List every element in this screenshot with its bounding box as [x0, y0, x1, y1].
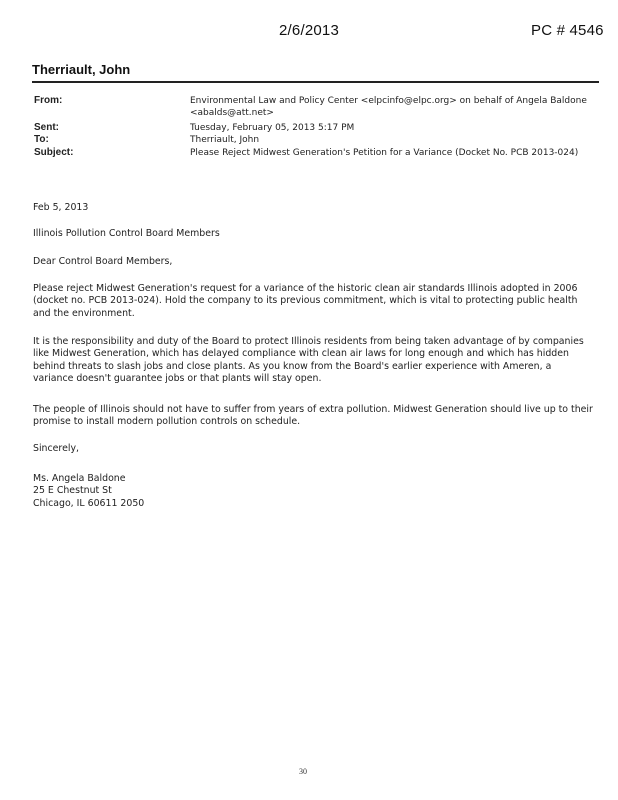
subject-label: Subject: — [34, 147, 74, 158]
letter-paragraph-1: Please reject Midwest Generation's request for a variance of the historic clean air standards Illinois adopted in 2006 (docket no. PCB 2013-024). Hold the company to its previous commitment, which is vital to protecting public health and the environment. — [33, 283, 578, 319]
page-number: 30 — [299, 767, 307, 776]
letter-paragraph-2: It is the responsibility and duty of the Board to protect Illinois residents from being taken advantage of by companies like Midwest Generation, which has delayed compliance with clean air laws for long enough and which has hidden behind threats to slash jobs and close plants. As you know from the Board's earlier experience with Ameren, a variance doesn't guarantee jobs or that plants will stay open. — [33, 336, 584, 385]
letter-paragraph-3: The people of Illinois should not have to suffer from years of extra pollution. Midwest Generation should live up to their promise to install modern pollution controls on schedule. — [33, 404, 593, 428]
from-label: From: — [34, 95, 63, 106]
from-value: Environmental Law and Policy Center <elpcinfo@elpc.org> on behalf of Angela Baldone <abalds@att.net> — [190, 96, 587, 118]
sender-rule — [32, 81, 599, 83]
sender-name: Therriault, John — [32, 62, 131, 77]
subject-value: Please Reject Midwest Generation's Petition for a Variance (Docket No. PCB 2013-024) — [190, 148, 579, 158]
signature-block — [33, 473, 593, 510]
sent-label: Sent: — [34, 122, 59, 133]
sent-value: Tuesday, February 05, 2013 5:17 PM — [190, 123, 355, 133]
signature-address: 25 E Chestnut St — [33, 485, 112, 497]
to-value: Therriault, John — [190, 135, 260, 145]
signature-name: Ms. Angela Baldone — [33, 473, 126, 484]
signature-city: Chicago, IL 60611 2050 — [33, 497, 145, 509]
letter-closing: Sincerely, — [33, 443, 79, 454]
letter-date: Feb 5, 2013 — [33, 202, 89, 213]
to-label: To: — [34, 134, 49, 145]
stamp-pc-number: PC # 4546 — [531, 22, 604, 39]
letter-recipient: Illinois Pollution Control Board Members — [33, 228, 220, 239]
stamp-date: 2/6/2013 — [279, 22, 339, 39]
letter-greeting: Dear Control Board Members, — [33, 256, 173, 267]
